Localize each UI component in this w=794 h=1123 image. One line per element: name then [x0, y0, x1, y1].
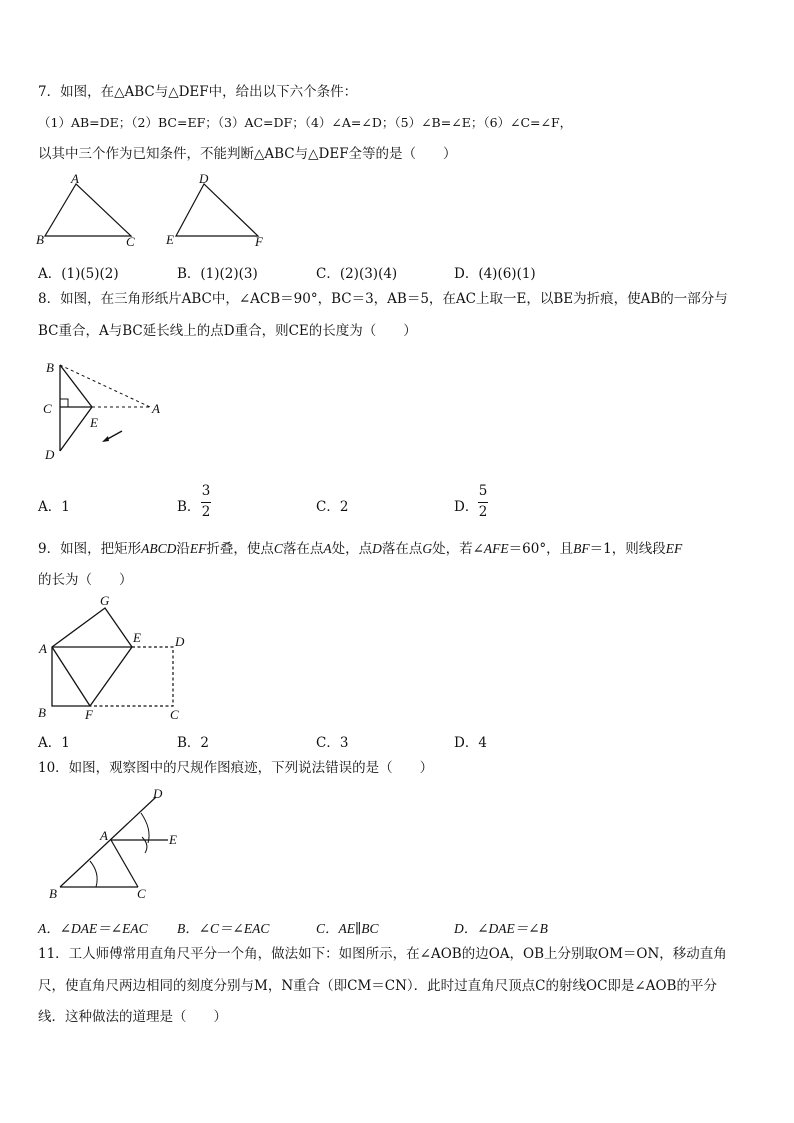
label-D: D: [199, 171, 209, 186]
q7-ask: 以其中三个作为已知条件，不能判断△ABC与△DEF全等的是（ ）: [38, 146, 457, 162]
label-E: E: [133, 630, 141, 645]
q8-option-b-prefix: B．: [177, 499, 201, 515]
numerator: 5: [478, 483, 488, 499]
label-C: C: [137, 886, 146, 901]
q10-option-b: B．∠C＝∠EAC: [177, 921, 270, 936]
q11-line1: 11．工人师傅常用直角尺平分一个角，做法如下：如图所示，在∠AOB的边OA，OB上分别取OM＝ON，移动直角: [38, 946, 727, 962]
label-F: F: [255, 234, 263, 249]
q10-compass-construction-figure: [38, 785, 198, 905]
q10-option-a: A．∠DAE＝∠EAC: [38, 921, 148, 936]
denominator: 2: [478, 503, 488, 520]
q8-line2: BC重合，A与BC延长线上的点D重合，则CE的长度为（ ）: [38, 323, 417, 339]
q10-option-d: D．∠DAE＝∠B: [454, 921, 548, 936]
q7-triangle-def-figure: [160, 172, 280, 252]
q9-option-a: A．1: [38, 735, 70, 751]
q7-triangle-abc-figure: [30, 172, 150, 252]
label-B: B: [49, 886, 57, 901]
label-C: C: [170, 707, 179, 722]
label-D: D: [153, 786, 163, 801]
q9-option-d: D．4: [454, 735, 487, 751]
q7-option-a: A．(1)(5)(2): [38, 266, 119, 282]
label-E: E: [169, 832, 177, 847]
label-D: D: [45, 447, 55, 462]
q8-option-c: C．2: [316, 499, 349, 515]
label-B: B: [46, 360, 54, 375]
label-A: A: [71, 171, 79, 186]
q9-option-b: B．2: [177, 735, 210, 751]
label-G: G: [100, 593, 110, 608]
label-A: A: [39, 641, 47, 656]
q7-option-b: B．(1)(2)(3): [177, 266, 258, 282]
label-A: A: [100, 828, 108, 843]
q8-line1: 8．如图，在三角形纸片ABC中，∠ACB＝90°，BC＝3，AB＝5，在AC上取一E，以BE为折痕，使AB的一部分与: [38, 291, 728, 307]
label-B: B: [38, 705, 46, 720]
label-B: B: [36, 232, 44, 247]
denominator: 2: [201, 503, 211, 520]
q11-line3: 线．这种做法的道理是（ ）: [38, 1009, 227, 1025]
q7-option-d: D．(4)(6)(1): [454, 266, 536, 282]
label-E: E: [90, 415, 98, 430]
label-C: C: [126, 234, 135, 249]
q7-stem: 7．如图，在△ABC与△DEF中，给出以下六个条件：: [38, 84, 358, 100]
label-F: F: [85, 707, 93, 722]
q9-option-c: C．3: [316, 735, 349, 751]
q8-fold-figure: [38, 355, 178, 465]
label-E: E: [166, 232, 174, 247]
q8-option-d-prefix: D．: [454, 499, 479, 515]
q8-option-d-fraction: [478, 485, 488, 519]
q9-rectangle-fold-figure: [36, 593, 196, 723]
q7-option-c: C．(2)(3)(4): [316, 266, 398, 282]
q9-line2: 的长为（ ）: [38, 572, 133, 588]
q11-line2: 尺，使直角尺两边相同的刻度分别与M，N重合（即CM＝CN）．此时过直角尺顶点C的射线OC即是∠AOB的平分: [38, 978, 717, 994]
label-D: D: [175, 634, 185, 649]
q9-line1: 9．如图，把矩形ABCD沿EF折叠，使点C落在点A处，点D落在点G处，若∠AFE＝60°，且BF＝1，则线段EF: [38, 541, 683, 557]
label-A: A: [152, 401, 160, 416]
numerator: 3: [201, 483, 211, 499]
q10-stem: 10．如图，观察图中的尺规作图痕迹，下列说法错误的是（ ）: [38, 760, 434, 776]
q7-conditions: （1）AB=DE；（2）BC=EF；（3）AC=DF；（4）∠A=∠D；（5）∠B=∠E；（6）∠C=∠F，: [38, 115, 573, 130]
q10-option-c: C．AE∥BC: [316, 921, 379, 936]
q8-option-b-fraction: [201, 485, 211, 519]
q8-option-a: A．1: [38, 499, 70, 515]
label-C: C: [43, 401, 52, 416]
